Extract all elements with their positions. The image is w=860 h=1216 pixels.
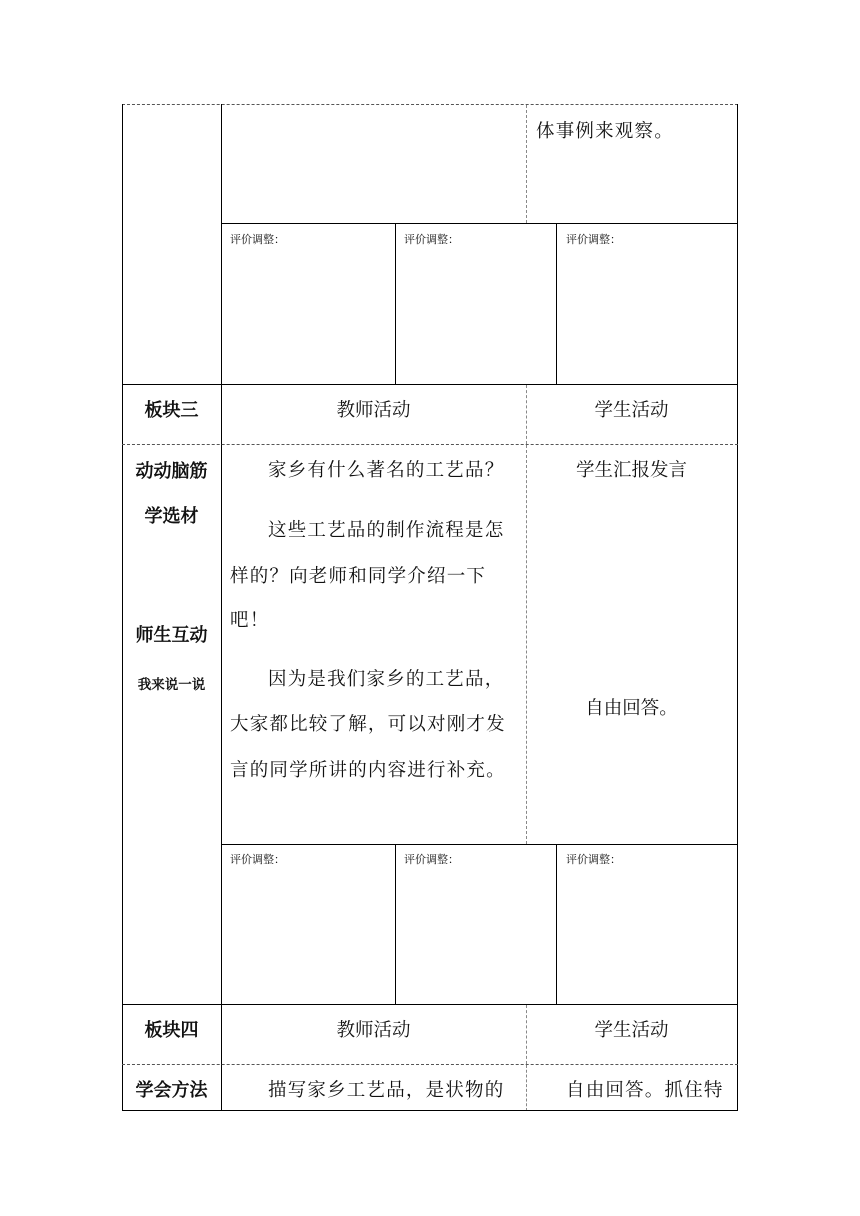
eval-label: 评价调整： [566, 853, 621, 866]
teacher-activity-heading: 教师活动 [336, 400, 411, 421]
table-left-border [122, 104, 123, 1111]
section-label: 师生互动 [135, 625, 208, 646]
activity-divider-block3 [526, 445, 527, 844]
teacher-text-line: 言的同学所讲的内容进行补充。 [230, 760, 506, 781]
eval-label: 评价调整： [404, 233, 459, 246]
teacher-text-line: 因为是我们家乡的工艺品， [268, 669, 505, 690]
student-text-line: 自由回答。 [585, 698, 678, 719]
eval-divider-2-top [556, 223, 557, 384]
teacher-text-line: 大家都比较了解，可以对刚才发 [230, 714, 506, 735]
teacher-text-line: 这些工艺品的制作流程是怎 [268, 520, 505, 541]
section-label: 学会方法 [135, 1080, 208, 1101]
table-bottom-border [122, 1110, 738, 1111]
student-activity-heading: 学生活动 [594, 1020, 669, 1041]
block3-header-top-line [122, 384, 738, 385]
eval-label: 评价调整： [230, 233, 285, 246]
eval-label: 评价调整： [566, 233, 621, 246]
student-activity-heading: 学生活动 [594, 400, 669, 421]
section-label: 动动脑筋 [135, 461, 208, 482]
section-sublabel: 我来说一说 [137, 677, 206, 693]
eval-row-block3-line [221, 844, 738, 845]
activity-divider-top [526, 105, 527, 223]
eval-label: 评价调整： [230, 853, 285, 866]
block4-header-bottom-line [122, 1064, 738, 1065]
eval-divider-2-block3 [556, 844, 557, 1004]
section-label: 学选材 [144, 506, 199, 527]
table-top-border [122, 104, 738, 105]
teacher-text-line: 吧！ [230, 610, 270, 631]
label-column-divider [221, 104, 222, 1111]
teacher-activity-heading: 教师活动 [336, 1020, 411, 1041]
teacher-text-line: 描写家乡工艺品，是状物的 [268, 1080, 505, 1101]
block-label: 板块三 [144, 400, 199, 421]
student-text-line: 自由回答。抓住特 [566, 1080, 724, 1101]
eval-row-top-line [221, 223, 738, 224]
student-activity-text: 体事例来观察。 [536, 121, 674, 142]
student-text-line: 学生汇报发言 [575, 460, 687, 481]
block3-header-bottom-line [122, 444, 738, 445]
eval-divider-1-top [395, 223, 396, 384]
eval-divider-1-block3 [395, 844, 396, 1004]
eval-label: 评价调整： [404, 853, 459, 866]
block4-header-top-line [122, 1004, 738, 1005]
block-label: 板块四 [144, 1020, 199, 1041]
teacher-text-line: 样的？向老师和同学介绍一下 [230, 566, 487, 587]
table-right-border [737, 104, 738, 1111]
activity-divider-block4 [526, 1065, 527, 1111]
teacher-text-line: 家乡有什么著名的工艺品？ [268, 460, 505, 481]
